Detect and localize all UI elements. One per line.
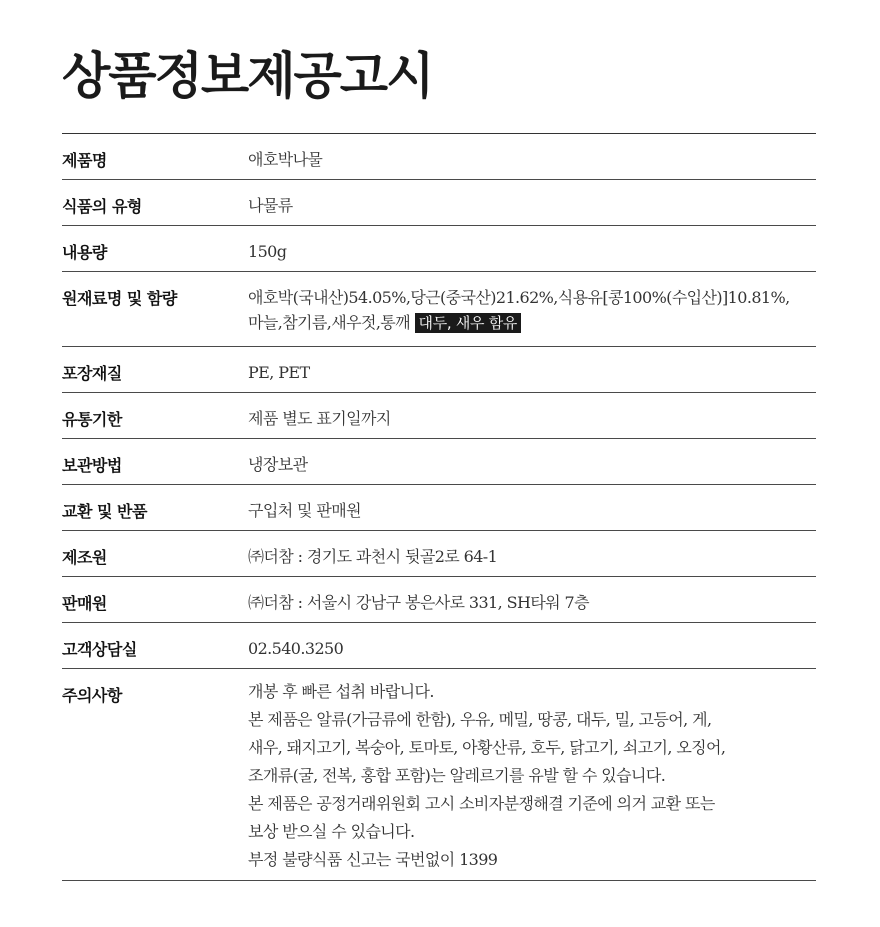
- row-label: 원재료명 및 함량: [62, 289, 177, 308]
- row-label: 내용량: [62, 243, 107, 262]
- row-value: 구입처 및 판매원: [248, 501, 361, 520]
- row-label: 제품명: [62, 151, 107, 170]
- row-value: 나물류: [248, 196, 293, 215]
- row-value: [248, 272, 816, 346]
- table-row: [62, 669, 816, 881]
- row-value: PE, PET: [248, 363, 310, 382]
- row-value: 150g: [248, 242, 287, 261]
- table-row: [62, 180, 816, 226]
- table-row: [62, 226, 816, 272]
- table-row: [62, 439, 816, 485]
- table-row: [62, 272, 816, 347]
- table-row: [62, 393, 816, 439]
- value-line: 조개류(굴, 전복, 홍합 포함)는 알레르기를 유발 할 수 있습니다.: [248, 766, 666, 785]
- table-row: [62, 485, 816, 531]
- value-line: 본 제품은 공정거래위원회 고시 소비자분쟁해결 기준에 의거 교환 또는: [248, 794, 715, 813]
- row-value: 제품 별도 표기일까지: [248, 409, 391, 428]
- row-label: 포장재질: [62, 364, 122, 383]
- value-line: 새우, 돼지고기, 복숭아, 토마토, 아황산류, 호두, 닭고기, 쇠고기, 오징어,: [248, 738, 726, 757]
- table-row: [62, 623, 816, 669]
- row-value: 냉장보관: [248, 455, 308, 474]
- table-row: [62, 347, 816, 393]
- value-line: 부정 불량식품 신고는 국번없이 1399: [248, 850, 498, 869]
- allergen-highlight: 대두, 새우 함유: [415, 313, 522, 333]
- row-label: 식품의 유형: [62, 197, 142, 216]
- row-label: 고객상담실: [62, 640, 137, 659]
- row-value: [248, 669, 816, 880]
- row-value: ㈜더참 : 서울시 강남구 봉은사로 331, SH타워 7층: [248, 593, 589, 612]
- row-value: 02.540.3250: [248, 639, 344, 658]
- row-label: 교환 및 반품: [62, 502, 147, 521]
- row-label: 보관방법: [62, 456, 122, 475]
- row-label: 제조원: [62, 548, 107, 567]
- value-line: [248, 310, 816, 336]
- value-line: 개봉 후 빠른 섭취 바랍니다.: [248, 682, 434, 701]
- product-info-table: [62, 133, 816, 881]
- value-line: 본 제품은 알류(가금류에 한함), 우유, 메밀, 땅콩, 대두, 밀, 고등어, 게,: [248, 710, 712, 729]
- row-value: 애호박나물: [248, 150, 323, 169]
- page-title: 상품정보제공고시: [62, 46, 433, 105]
- value-line: 애호박(국내산)54.05%,당근(중국산)21.62%,식용유[콩100%(수입산)]10.81%,: [248, 288, 790, 307]
- value-line-text: 마늘,참기름,새우젓,통깨: [248, 313, 411, 332]
- value-line: 보상 받으실 수 있습니다.: [248, 822, 415, 841]
- row-value: ㈜더참 : 경기도 과천시 뒷골2로 64-1: [248, 547, 498, 566]
- table-row: [62, 531, 816, 577]
- table-row: [62, 134, 816, 180]
- row-label: 유통기한: [62, 410, 122, 429]
- table-row: [62, 577, 816, 623]
- row-label: 주의사항: [62, 686, 122, 705]
- row-label: 판매원: [62, 594, 107, 613]
